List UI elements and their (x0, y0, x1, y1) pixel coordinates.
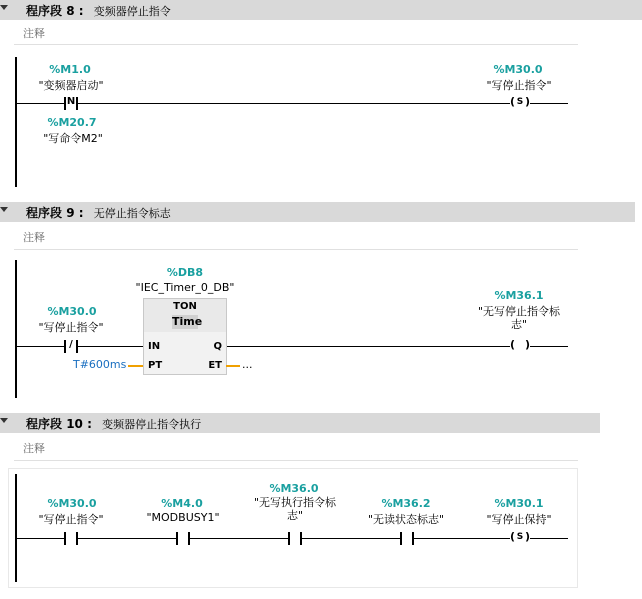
normally-open-contact[interactable] (400, 532, 414, 545)
contact-tag[interactable]: "无读状态标志" (367, 513, 445, 526)
network-title (26, 204, 171, 221)
ton-timer-block[interactable] (143, 298, 227, 375)
contact-tag[interactable]: "写停止指令" (38, 321, 104, 334)
coil-type: S (516, 532, 524, 542)
coil-address[interactable]: %M30.1 (494, 497, 544, 510)
power-rail (15, 474, 17, 582)
network-comment[interactable]: 注释 (23, 27, 45, 40)
set-coil[interactable]: ( S ) (510, 95, 530, 108)
power-rail (15, 260, 17, 398)
coil-tag[interactable]: "写停止指令" (486, 79, 552, 92)
coil-address[interactable]: %M36.1 (494, 289, 544, 302)
timer-type: TON (173, 301, 197, 312)
et-output-stub (226, 365, 240, 367)
negative-edge-contact[interactable] (64, 97, 78, 110)
collapse-arrow-icon[interactable] (0, 207, 8, 212)
network-label: 程序段 (26, 206, 63, 220)
network-description: 变频器停止指令 (93, 5, 171, 18)
coil-type: S (516, 97, 524, 107)
set-coil[interactable]: ( S ) (510, 530, 530, 543)
pin-q[interactable]: Q (213, 341, 222, 352)
edge-memory-tag[interactable]: "写命令M2" (43, 132, 103, 145)
network-label: 程序段 (26, 417, 63, 431)
comment-divider (14, 44, 578, 45)
contact-type: N (66, 96, 76, 107)
network-description: 变频器停止指令执行 (102, 418, 202, 431)
contact-type: / (69, 339, 73, 350)
network-label: 程序段 (26, 4, 63, 18)
coil-tag[interactable]: "写停止保持" (486, 513, 552, 526)
normally-open-contact[interactable] (64, 532, 78, 545)
edge-memory-address[interactable]: %M20.7 (47, 116, 97, 129)
network-header-9[interactable] (0, 202, 635, 222)
network-comment[interactable]: 注释 (23, 442, 45, 455)
normally-open-contact[interactable] (176, 532, 190, 545)
rung-wire (16, 346, 144, 347)
contact-address[interactable]: %M36.0 (269, 482, 319, 495)
contact-address[interactable]: %M4.0 (161, 497, 203, 510)
rung-wire (16, 103, 568, 104)
power-rail (15, 57, 17, 187)
pin-pt[interactable]: PT (148, 360, 163, 371)
network-header-10[interactable] (0, 413, 600, 433)
network-number: 10 : (66, 417, 92, 431)
contact-address[interactable]: %M30.0 (47, 497, 97, 510)
timer-time-type[interactable]: Time (172, 315, 203, 328)
coil-address[interactable]: %M30.0 (493, 63, 543, 76)
collapse-arrow-icon[interactable] (0, 418, 8, 423)
output-coil[interactable]: ( ) (510, 338, 530, 351)
comment-divider (14, 249, 578, 250)
network-number: 8 : (66, 4, 84, 18)
network-title (26, 415, 201, 432)
pt-value[interactable]: T#600ms (73, 358, 127, 371)
network-header-8[interactable] (0, 0, 642, 20)
normally-open-contact[interactable] (288, 532, 302, 545)
contact-address[interactable]: %M36.2 (381, 497, 431, 510)
pt-input-stub (128, 365, 143, 367)
contact-address[interactable]: %M30.0 (47, 305, 97, 318)
contact-tag[interactable]: "变频器启动" (38, 79, 104, 92)
contact-tag[interactable]: "写停止指令" (38, 513, 104, 526)
et-value[interactable]: ... (242, 358, 253, 371)
network-title (26, 2, 171, 19)
comment-divider (14, 460, 578, 461)
network-description: 无停止指令标志 (93, 207, 171, 220)
network-comment[interactable]: 注释 (23, 231, 45, 244)
pin-in[interactable]: IN (148, 341, 161, 352)
collapse-arrow-icon[interactable] (0, 5, 8, 10)
contact-address[interactable]: %M1.0 (49, 63, 91, 76)
timer-instance-tag[interactable]: "IEC_Timer_0_DB" (135, 281, 235, 294)
normally-closed-contact[interactable] (64, 340, 78, 353)
pin-et[interactable]: ET (208, 360, 222, 371)
timer-instance-address[interactable]: %DB8 (166, 266, 204, 279)
coil-tag[interactable]: "无写停止指令标志" (477, 305, 561, 331)
network-number: 9 : (66, 206, 84, 220)
contact-tag[interactable]: "MODBUSY1" (146, 511, 220, 524)
contact-tag[interactable]: "无写执行指令标志" (253, 496, 337, 522)
